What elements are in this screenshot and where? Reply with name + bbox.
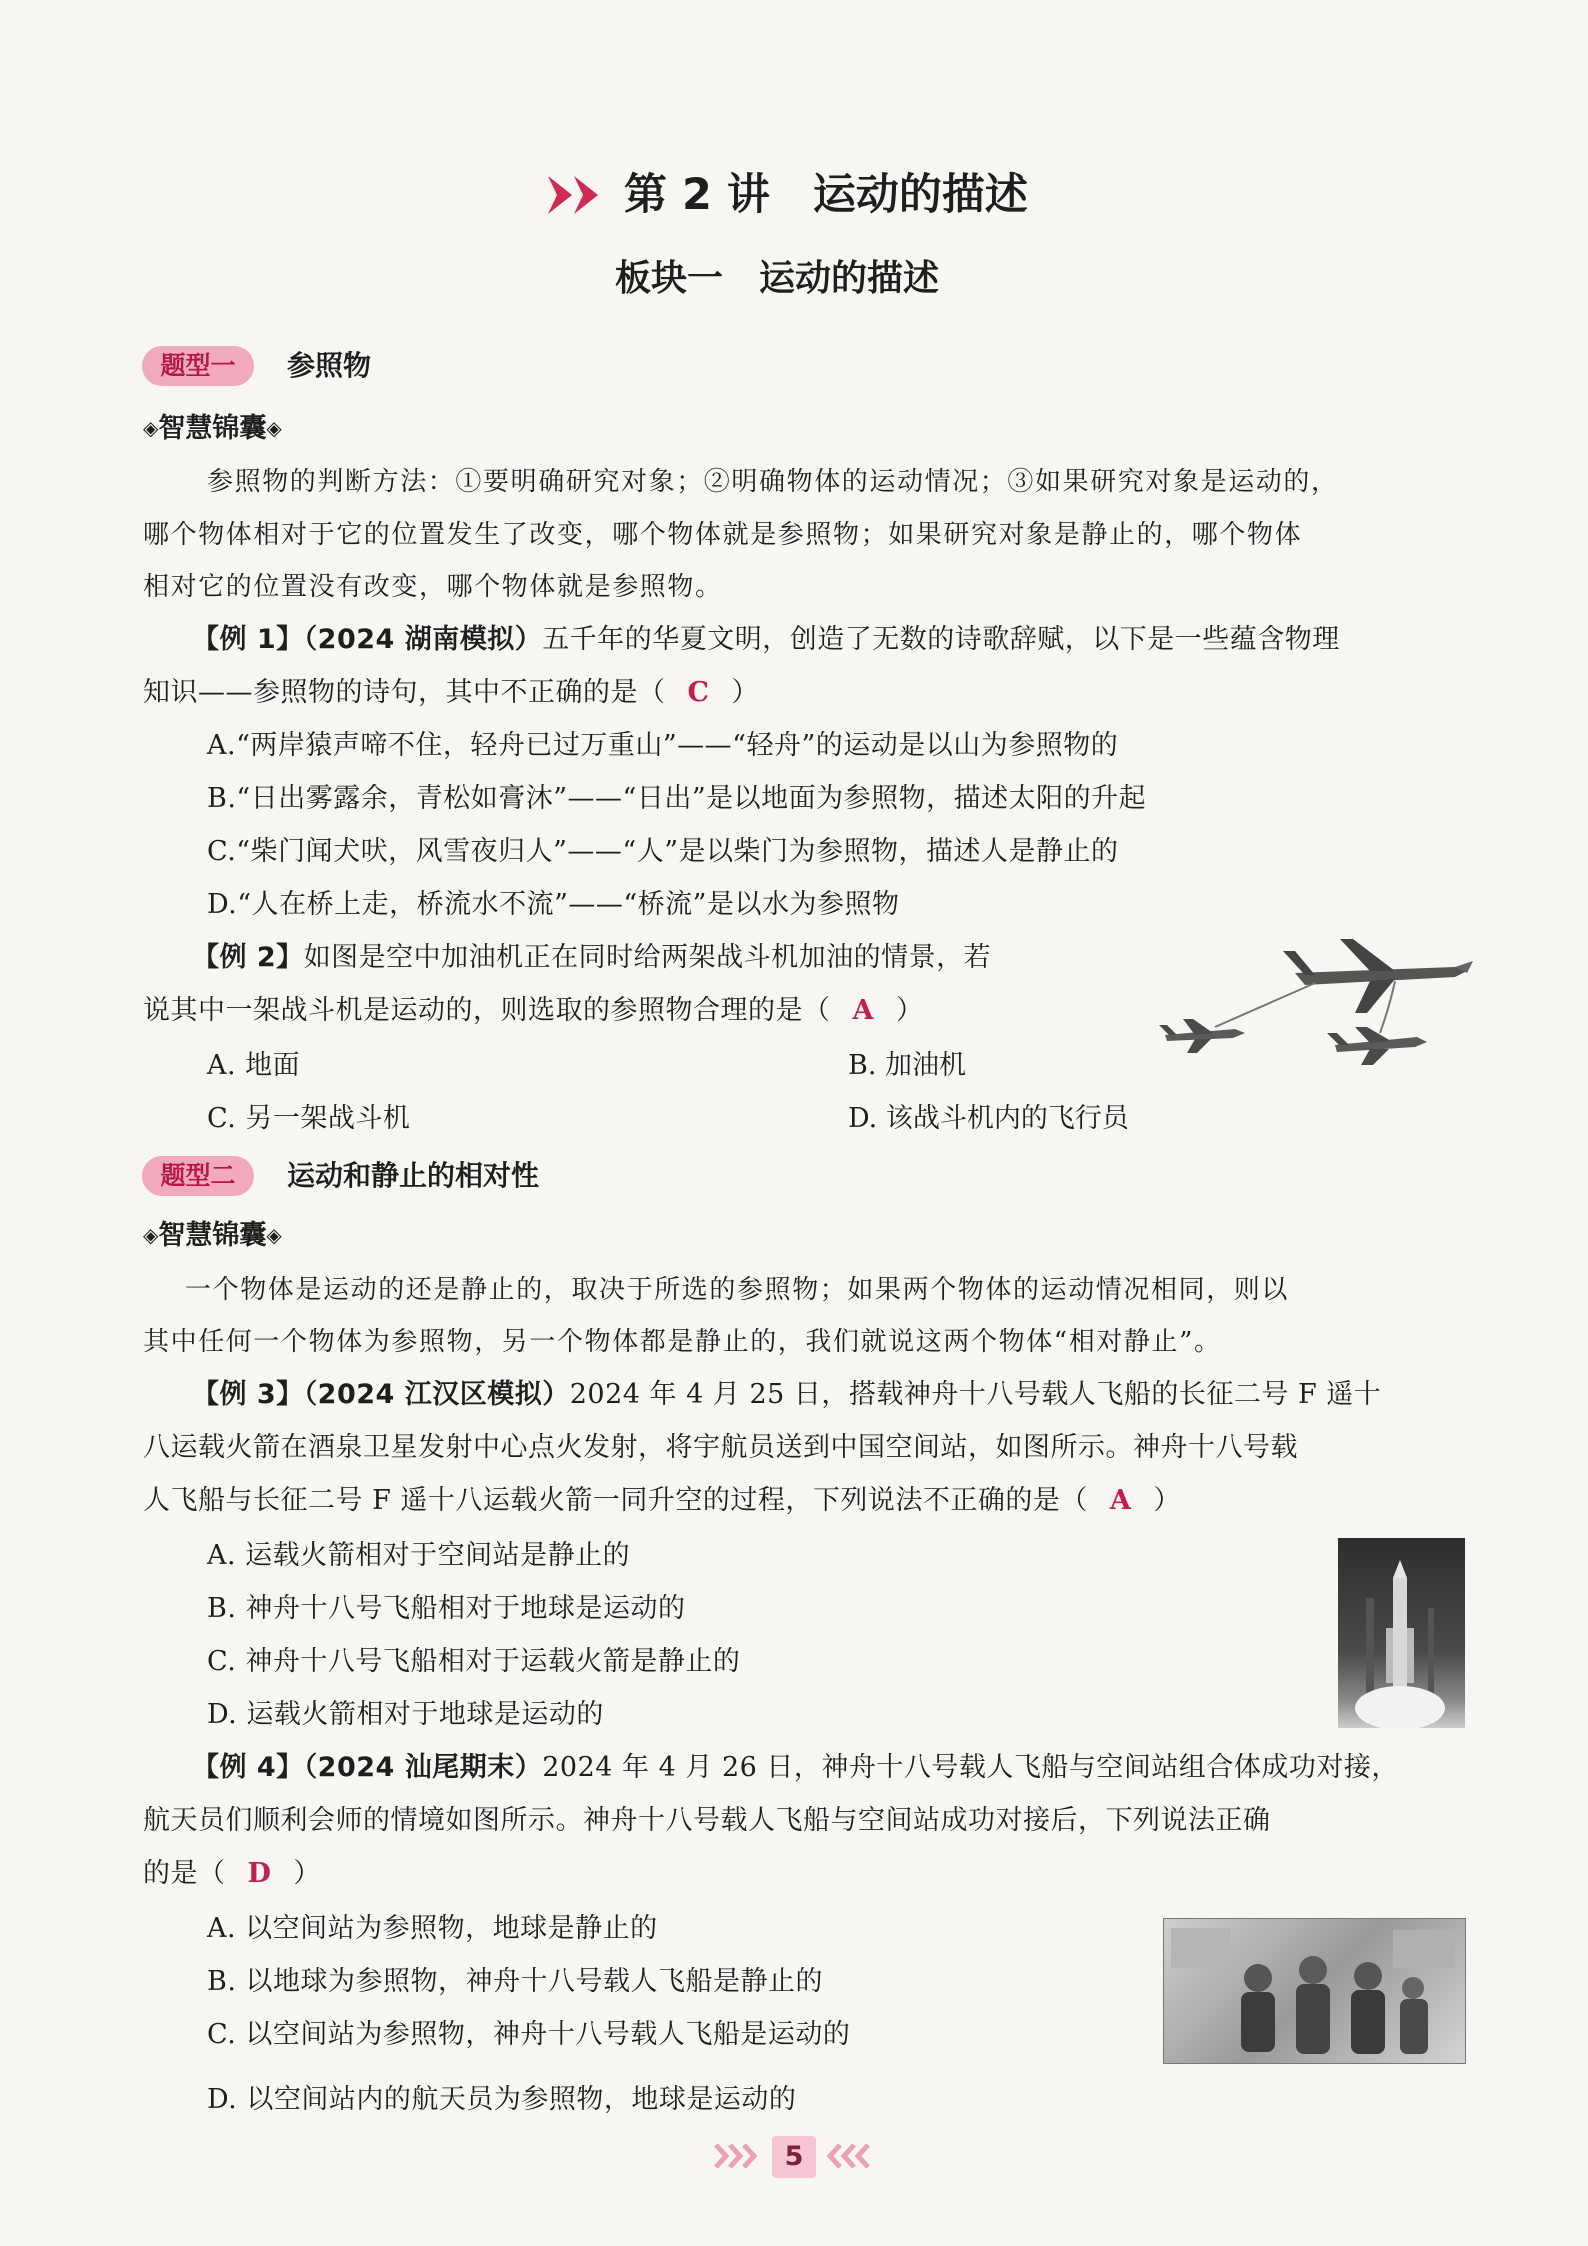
- ex2-option-c: C. 另一架战斗机: [207, 1103, 411, 1134]
- diamond-icon: ◈: [143, 416, 159, 440]
- ex3-stem-3: 人飞船与长征二号 F 遥十八运载火箭一同升空的过程，下列说法不正确的是（ A ）: [143, 1485, 1181, 1516]
- ex3-label: 【例 3】: [192, 1379, 304, 1410]
- type1-tip-line: 哪个物体相对于它的位置发生了改变，哪个物体就是参照物；如果研究对象是静止的，哪个物体: [143, 520, 1303, 550]
- ex2-option-a: A. 地面: [207, 1050, 301, 1081]
- ex3-stem-2: 八运载火箭在酒泉卫星发射中心点火发射，将宇航员送到中国空间站，如图所示。神舟十八号载: [143, 1432, 1298, 1463]
- ex4-option-d: D. 以空间站内的航天员为参照物，地球是运动的: [207, 2084, 797, 2115]
- ex1-label: 【例 1】: [192, 624, 304, 655]
- ex1-option-c: C.“柴门闻犬吠，风雪夜归人”——“人”是以柴门为参照物，描述人是静止的: [207, 836, 1119, 867]
- ex3-option-b: B. 神舟十八号飞船相对于地球是运动的: [207, 1593, 686, 1624]
- ex4-stem-3: 的是（ D ）: [143, 1858, 321, 1889]
- ex1-answer: C: [687, 677, 710, 708]
- type2-tag: 题型二: [142, 1156, 254, 1196]
- type2-tip-line: 一个物体是运动的还是静止的，取决于所选的参照物；如果两个物体的运动情况相同，则以: [185, 1275, 1290, 1305]
- ex4-stem-2: 航天员们顺利会师的情境如图所示。神舟十八号载人飞船与空间站成功对接后，下列说法正确: [143, 1805, 1271, 1836]
- type1-tip-line: 相对它的位置没有改变，哪个物体就是参照物。: [143, 572, 723, 602]
- ex2-answer: A: [852, 995, 874, 1026]
- ex3-option-d: D. 运载火箭相对于地球是运动的: [207, 1699, 604, 1730]
- ex3-answer: A: [1109, 1485, 1132, 1516]
- ex3-stem: 【例 3】（2024 江汉区模拟）2024 年 4 月 25 日，搭载神舟十八号载人飞船的长征二号 F 遥十: [192, 1379, 1382, 1410]
- type2-title: 运动和静止的相对性: [287, 1159, 540, 1192]
- ex4-answer: D: [247, 1858, 272, 1889]
- astronauts-space-station-image: [1163, 1918, 1466, 2064]
- ex3-option-c: C. 神舟十八号飞船相对于运载火箭是静止的: [207, 1646, 741, 1677]
- ex4-label: 【例 4】: [192, 1752, 304, 1783]
- chapter-title: 第 2 讲 运动的描述: [624, 170, 1028, 220]
- type1-title: 参照物: [287, 349, 372, 382]
- diamond-icon: ◈: [266, 416, 282, 440]
- type2-tip-line: 其中任何一个物体为参照物，另一个物体都是静止的，我们就说这两个物体“相对静止”。: [143, 1327, 1222, 1357]
- ex4-option-a: A. 以空间站为参照物，地球是静止的: [207, 1913, 658, 1944]
- type1-tip-line: 参照物的判断方法：①要明确研究对象；②明确物体的运动情况；③如果研究对象是运动的，: [207, 467, 1339, 497]
- ex2-option-b: B. 加油机: [848, 1050, 967, 1081]
- ex4-option-b: B. 以地球为参照物，神舟十八号载人飞船是静止的: [207, 1966, 824, 1997]
- ex3-option-a: A. 运载火箭相对于空间站是静止的: [207, 1540, 631, 1571]
- ex3-source: （2024 江汉区模拟）: [303, 1379, 570, 1410]
- ex2-label: 【例 2】: [192, 942, 304, 973]
- ex2-stem-2: 说其中一架战斗机是运动的，则选取的参照物合理的是（ A ）: [143, 995, 924, 1026]
- ex1-option-a: A.“两岸猿声啼不住，轻舟已过万重山”——“轻舟”的运动是以山为参照物的: [207, 730, 1119, 761]
- diamond-icon: ◈: [266, 1223, 282, 1247]
- ex1-stem-2: 知识——参照物的诗句，其中不正确的是（ C ）: [143, 677, 759, 708]
- ex4-option-c: C. 以空间站为参照物，神舟十八号载人飞船是运动的: [207, 2019, 851, 2050]
- ex1-option-d: D.“人在桥上走，桥流水不流”——“桥流”是以水为参照物: [207, 889, 900, 920]
- type2-tip-title: ◈智慧锦囊◈: [143, 1220, 282, 1251]
- section-title: 板块一 运动的描述: [615, 258, 940, 299]
- footer-right-chevrons-icon: [826, 2141, 876, 2175]
- rocket-launch-image: [1338, 1538, 1465, 1728]
- ex4-source: （2024 汕尾期末）: [303, 1752, 543, 1783]
- type1-tag: 题型一: [142, 346, 254, 386]
- ex1-option-b: B.“日出雾露余，青松如膏沐”——“日出”是以地面为参照物，描述太阳的升起: [207, 783, 1147, 814]
- chapter-arrow-icon: [548, 172, 606, 222]
- refueling-aircraft-image: [1155, 935, 1475, 1075]
- footer-left-chevrons-icon: [712, 2141, 762, 2175]
- ex4-stem: 【例 4】（2024 汕尾期末）2024 年 4 月 26 日，神舟十八号载人飞船与空间站组合体成功对接，: [192, 1752, 1399, 1783]
- diamond-icon: ◈: [143, 1223, 159, 1247]
- ex2-option-d: D. 该战斗机内的飞行员: [848, 1103, 1129, 1134]
- type1-tip-title: ◈智慧锦囊◈: [143, 413, 282, 444]
- ex1-stem: 【例 1】（2024 湖南模拟）五千年的华夏文明，创造了无数的诗歌辞赋，以下是一些蕴含物理: [192, 624, 1340, 655]
- ex2-stem: 【例 2】如图是空中加油机正在同时给两架战斗机加油的情景，若: [192, 942, 992, 973]
- ex1-source: （2024 湖南模拟）: [303, 624, 543, 655]
- page-number: 5: [772, 2136, 816, 2178]
